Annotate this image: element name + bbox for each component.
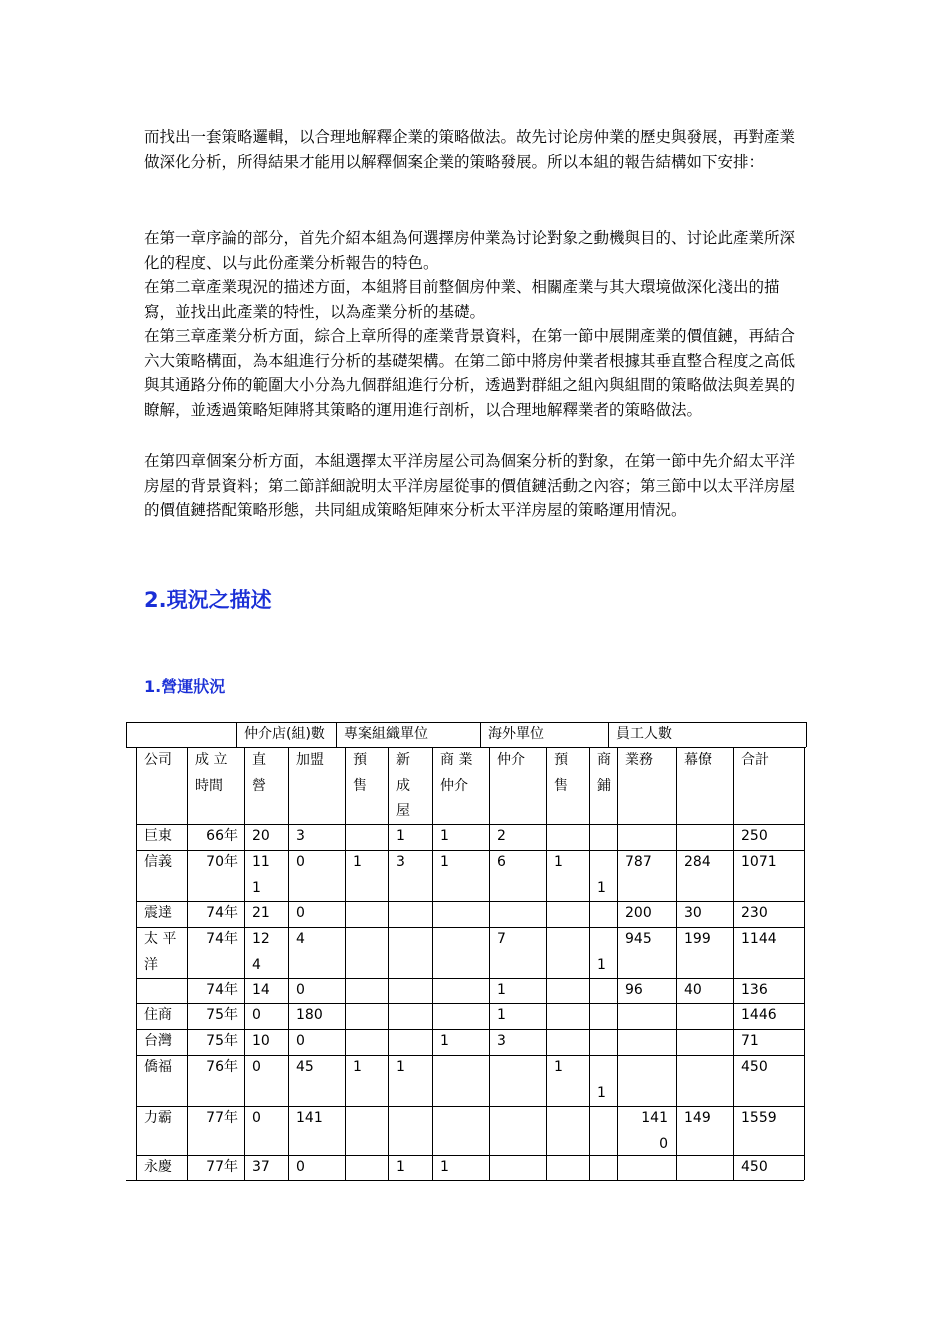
- table-cell: 180: [296, 1007, 323, 1023]
- column-header: 仲介: [497, 752, 525, 768]
- table-rule: [733, 747, 734, 1180]
- table-cell: 149: [684, 1110, 711, 1126]
- table-cell: 1: [597, 1084, 606, 1101]
- table-rule: [388, 747, 389, 1180]
- table-cell: 37: [252, 1159, 270, 1175]
- table-cell: 945: [625, 931, 652, 947]
- table-cell: 1: [353, 1059, 362, 1075]
- column-header: 新 成 屋: [396, 752, 410, 819]
- group-header: 仲介店(組)數: [244, 726, 325, 742]
- table-cell: 40: [684, 982, 702, 998]
- table-cell: 76年: [206, 1059, 238, 1075]
- table-rule: [288, 747, 289, 1180]
- table-rule: [608, 722, 609, 747]
- table-cell: 21: [252, 905, 270, 921]
- table-cell: 2: [497, 828, 506, 844]
- table-rule: [806, 722, 807, 747]
- table-cell: 0: [296, 1159, 305, 1175]
- table-cell: 1: [396, 1159, 405, 1175]
- table-cell: 1: [396, 828, 405, 844]
- table-cell: 3: [396, 854, 405, 870]
- paragraph-chapter-2: 在第二章產業現況的描述方面，本組將目前整個房仲業、相關產業与其大環境做深化淺出的描寫，並找出此產業的特性，以為產業分析的基礎。: [144, 278, 780, 321]
- column-header: 成 立 時間: [195, 752, 228, 794]
- table-cell: 0: [252, 1110, 261, 1126]
- column-header: 公司: [144, 752, 172, 768]
- table-cell: 0: [296, 854, 305, 870]
- table-rule: [546, 747, 547, 1180]
- column-header: 預 售: [353, 752, 367, 794]
- table-cell: 75年: [206, 1033, 238, 1049]
- table-cell: 0: [296, 982, 305, 998]
- table-cell: 230: [741, 905, 768, 921]
- table-cell: 1: [597, 879, 606, 896]
- table-rule: [187, 747, 188, 1180]
- table-cell: 96: [625, 982, 643, 998]
- table-rule: [336, 722, 337, 747]
- column-header: 直 營: [252, 752, 266, 794]
- table-rule: [480, 722, 481, 747]
- table-cell: 1144: [741, 931, 777, 947]
- table-cell: 141 0: [641, 1110, 668, 1152]
- table-rule: [236, 722, 237, 747]
- company-cell: 住商: [144, 1007, 172, 1023]
- company-cell: 永慶: [144, 1159, 172, 1175]
- table-rule: [136, 747, 137, 1180]
- table-cell: 1: [353, 854, 362, 870]
- table-rule: [617, 747, 618, 1180]
- table-cell: 1: [554, 854, 563, 870]
- table-cell: 1446: [741, 1007, 777, 1023]
- table-cell: 74年: [206, 905, 238, 921]
- table-cell: 1: [597, 956, 606, 973]
- table-cell: 20: [252, 828, 270, 844]
- table-cell: 0: [296, 1033, 305, 1049]
- table-cell: 77年: [206, 1159, 238, 1175]
- table-cell: 14: [252, 982, 270, 998]
- heading-current-status: 2.現況之描述: [144, 588, 272, 612]
- company-cell: 震達: [144, 905, 172, 921]
- table-cell: 0: [296, 905, 305, 921]
- table-cell: 71: [741, 1033, 759, 1049]
- table-rule: [589, 747, 590, 1180]
- table-cell: 4: [296, 931, 305, 947]
- table-rule: [126, 1180, 136, 1181]
- table-rule: [432, 747, 433, 1180]
- table-cell: 45: [296, 1059, 314, 1075]
- table-cell: 75年: [206, 1007, 238, 1023]
- table-rule: [126, 722, 127, 747]
- table-cell: 250: [741, 828, 768, 844]
- column-header: 幕僚: [684, 752, 712, 768]
- paragraph-intro: 而找出一套策略邏輯，以合理地解釋企業的策略做法。故先讨论房仲業的歷史與發展，再對產業做深化分析，所得結果才能用以解釋個案企業的策略發展。所以本組的報告結構如下安排：: [144, 128, 796, 171]
- table-rule: [676, 747, 677, 1180]
- table-cell: 450: [741, 1159, 768, 1175]
- table-cell: 11 1: [252, 854, 270, 896]
- table-cell: 30: [684, 905, 702, 921]
- company-cell: 台灣: [144, 1033, 172, 1049]
- table-rule: [489, 747, 490, 1180]
- table-cell: 1: [440, 854, 449, 870]
- table-cell: 136: [741, 982, 768, 998]
- table-rule: [804, 747, 805, 1180]
- table-cell: 1: [554, 1059, 563, 1075]
- table-rule: [244, 747, 245, 1180]
- column-header: 預 售: [554, 752, 568, 794]
- company-cell: 力霸: [144, 1110, 172, 1126]
- table-cell: 200: [625, 905, 652, 921]
- table-cell: 1: [497, 982, 506, 998]
- table-cell: 7: [497, 931, 506, 947]
- paragraph-chapter-3: 在第三章產業分析方面，綜合上章所得的產業背景資料，在第一節中展開產業的價值鏈，再結合六大策略構面，為本組進行分析的基礎架構。在第二節中將房仲業者根據其垂直整合程度之高低與其通路分佈的範圍大小分為九個群組進行分析，透過對群組之組內與組間的策略做法與差異的瞭解，並透過策略矩陣將其策略的運用進行剖析，以合理地解釋業者的策略做法。: [144, 327, 796, 419]
- table-cell: 74年: [206, 931, 238, 947]
- table-cell: 6: [497, 854, 506, 870]
- table-cell: 3: [296, 828, 305, 844]
- table-cell: 1071: [741, 854, 777, 870]
- heading-operation-status: 1.營運狀況: [144, 677, 226, 696]
- table-cell: 284: [684, 854, 711, 870]
- group-header: 專案組織單位: [344, 726, 428, 742]
- table-cell: 66年: [206, 828, 238, 844]
- paragraph-chapter-4: 在第四章個案分析方面，本組選擇太平洋房屋公司為個案分析的對象，在第一節中先介紹太平洋房屋的背景資料；第二節詳細說明太平洋房屋從事的價值鏈活動之內容；第三節中以太平洋房屋的價值鏈搭配策略形態，共同組成策略矩陣來分析太平洋房屋的策略運用情況。: [144, 452, 796, 519]
- company-cell: 信義: [144, 854, 172, 870]
- column-header: 商 鋪: [597, 752, 611, 794]
- table-cell: 450: [741, 1059, 768, 1075]
- company-cell: 巨東: [144, 828, 172, 844]
- table-cell: 10: [252, 1033, 270, 1049]
- table-cell: 1: [497, 1007, 506, 1023]
- table-cell: 141: [296, 1110, 323, 1126]
- table-cell: 199: [684, 931, 711, 947]
- table-cell: 1: [440, 1159, 449, 1175]
- table-cell: 1: [396, 1059, 405, 1075]
- table-cell: 3: [497, 1033, 506, 1049]
- table-cell: 0: [252, 1059, 261, 1075]
- table-cell: 70年: [206, 854, 238, 870]
- table-cell: 77年: [206, 1110, 238, 1126]
- table-cell: 1: [440, 1033, 449, 1049]
- group-header: 員工人數: [616, 726, 672, 742]
- table-cell: 0: [252, 1007, 261, 1023]
- column-header: 業務: [625, 752, 653, 768]
- column-header: 合計: [741, 752, 769, 768]
- table-cell: 787: [625, 854, 652, 870]
- table-cell: 74年: [206, 982, 238, 998]
- paragraph-chapter-1: 在第一章序論的部分，首先介紹本組為何選擇房仲業為讨论對象之動機與目的、讨论此產業所深化的程度、以与此份產業分析報告的特色。: [144, 229, 796, 272]
- company-cell: 僑福: [144, 1059, 172, 1075]
- table-cell: 1559: [741, 1110, 777, 1126]
- company-cell: 太 平 洋: [144, 931, 177, 973]
- table-rule: [345, 747, 346, 1180]
- table-cell: 12 4: [252, 931, 270, 973]
- group-header: 海外單位: [488, 726, 544, 742]
- column-header: 加盟: [296, 752, 324, 768]
- table-cell: 1: [440, 828, 449, 844]
- column-header: 商 業 仲介: [440, 752, 473, 794]
